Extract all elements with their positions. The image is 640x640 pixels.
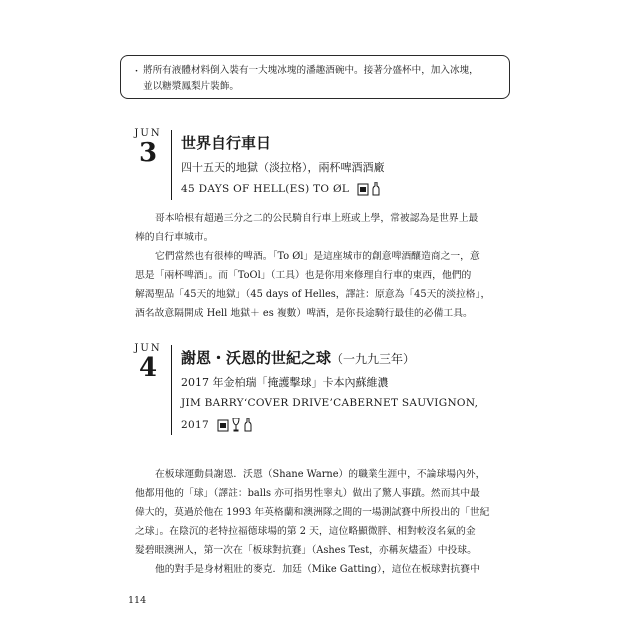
beer-can-icon — [217, 419, 229, 432]
date-day: 3 — [138, 138, 158, 168]
date-block-jun-4 — [130, 343, 166, 382]
drink-year-text: 2017 — [181, 419, 209, 431]
text-line: 在板球運動員謝恩．沃恩（Shane Warne）的職業生涯中，不論球場內外， — [155, 469, 486, 480]
text-line: 偉大的，莫過於他在 1993 年英格蘭和澳洲隊之間的一場測試賽中所投出的「世紀 — [135, 507, 490, 518]
entry-drink-name: 四十五天的地獄（淡拉格），兩杯啤酒酒廠 — [181, 161, 385, 174]
note-line-2: 並以糖漿鳳梨片裝飾。 — [143, 81, 239, 92]
date-divider — [171, 345, 172, 435]
entry1-paragraph-2 — [135, 247, 513, 323]
entry-title — [181, 347, 415, 368]
text-line: 他的對手是身材粗壯的麥克．加廷（Mike Gatting），這位在板球對抗賽中 — [155, 564, 480, 575]
entry-title-text: 謝恩・沃恩的世紀之球 — [181, 349, 332, 367]
wine-bottle-icon — [244, 418, 252, 432]
wine-bottle-icon — [372, 182, 380, 196]
date-block-jun-3 — [130, 128, 166, 167]
drink-name-en-text: 45 DAYS OF HELL(ES) TO ØL — [181, 183, 350, 195]
text-line: 髮碧眼澳洲人，第一次在「板球對抗賽」（Ashes Test，亦稱灰燼盃）中投球。 — [135, 545, 477, 556]
date-day: 4 — [138, 353, 158, 383]
entry-title-year: （一九九三年） — [331, 352, 416, 366]
text-line: 酒名故意隔開成 Hell 地獄＋ es 複數）啤酒，是你長途騎行最佳的必備工具。 — [135, 308, 473, 319]
entry-title: 世界自行車日 — [181, 134, 272, 152]
text-line: 解渴聖品「45天的地獄」（45 days of Helles，譯註：原意為「45天的淡拉格」， — [135, 289, 491, 300]
text-line: 它們當然也有很棒的啤酒。「To Øl」是這座城市的創意啤酒釀造商之一，意 — [155, 251, 480, 262]
entry-drink-name-en-line-2 — [181, 418, 252, 432]
date-month: JUN — [134, 128, 162, 139]
instruction-note-box — [120, 55, 510, 99]
text-line: 棒的自行車城市。 — [135, 232, 214, 243]
note-bullet: ・ — [132, 67, 142, 77]
entry-drink-name-en — [181, 182, 380, 196]
text-line: 哥本哈根有超過三分之二的公民騎自行車上班或上學，常被認為是世界上最 — [155, 213, 479, 224]
page-number: 114 — [128, 595, 147, 606]
entry1-paragraph-1 — [135, 209, 513, 247]
wine-glass-icon — [232, 418, 240, 432]
entry-drink-name-en-line-1: JIM BARRY‘COVER DRIVE’CABERNET SAUVIGNON, — [181, 397, 479, 409]
text-line: 思是「兩杯啤酒」。而「ToOl」（工具）也是你用來修理自行車的東西，他們的 — [135, 270, 472, 281]
drink-type-icons — [217, 418, 252, 432]
entry-drink-name: 2017 年金柏瑞「掩護擊球」卡本內蘇維濃 — [181, 376, 389, 389]
drink-type-icons — [357, 182, 381, 196]
entry2-paragraph-2 — [135, 560, 513, 579]
date-month: JUN — [134, 343, 162, 354]
date-divider — [171, 130, 172, 200]
entry2-paragraph-1 — [135, 465, 513, 560]
note-line-1: 將所有液體材料倒入裝有一大塊冰塊的潘趣酒碗中。接著分盛杯中，加入冰塊， — [143, 65, 479, 76]
beer-can-icon — [357, 183, 369, 196]
text-line: 之球」。在陰沉的老特拉福德球場的第 2 天，這位略顯微胖、相對較沒名氣的金 — [135, 526, 476, 537]
text-line: 他都用他的「球」（譯註：balls 亦可指男性睾丸）做出了驚人事蹟。然而其中最 — [135, 488, 480, 499]
